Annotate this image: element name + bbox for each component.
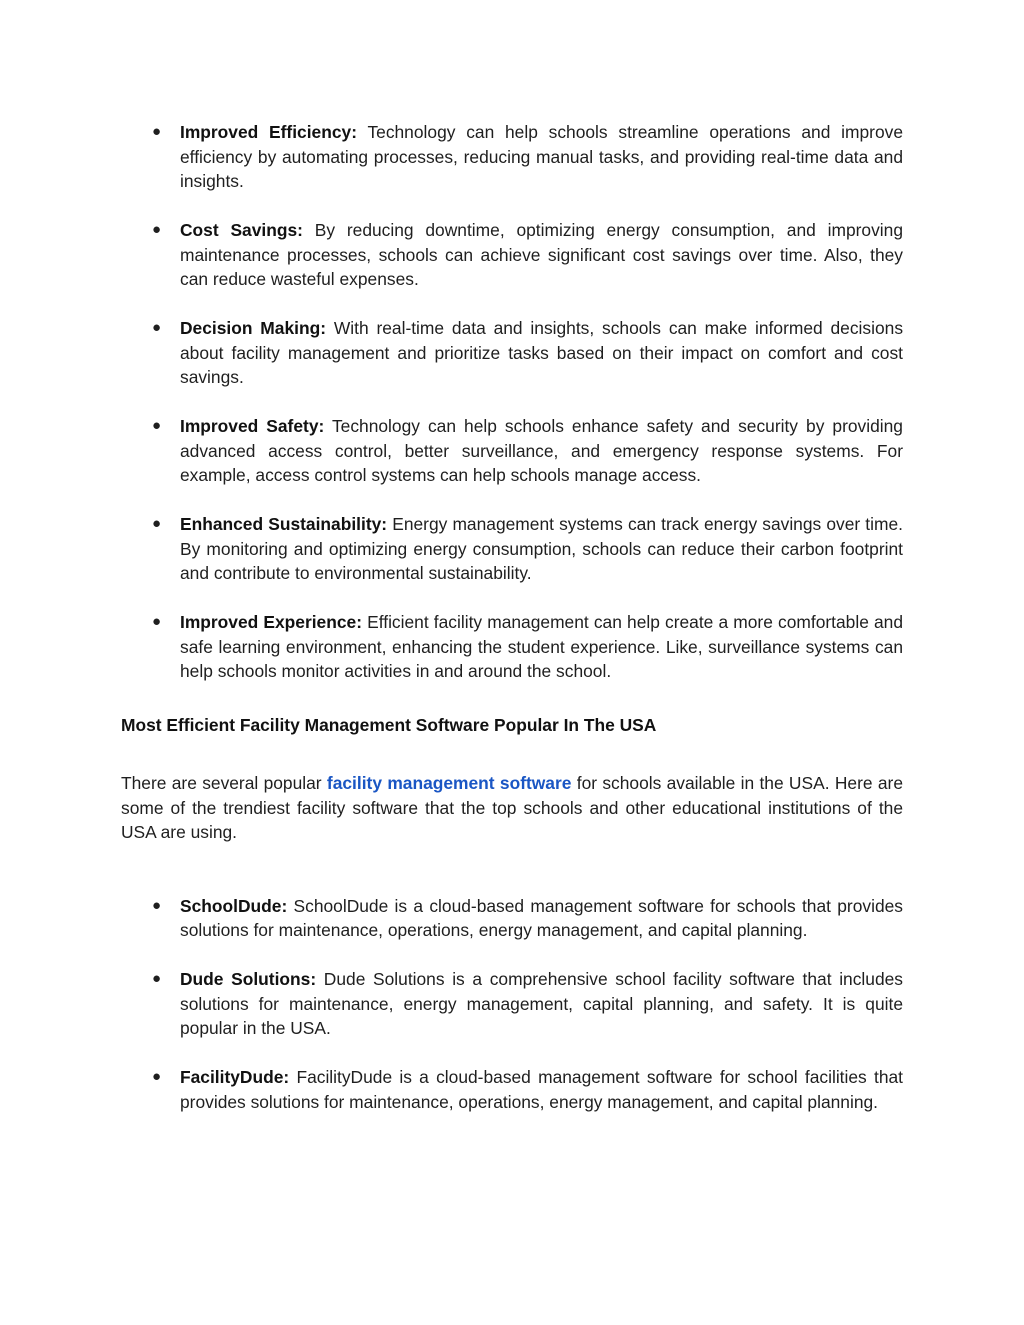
- intro-text-before: There are several popular: [121, 773, 327, 793]
- bullet-icon: ●: [152, 613, 162, 630]
- list-item-text: Technology can help schools streamline operations and improve efficiency by automating processes, reducing manual tasks, and providing real-time data and insights.: [180, 122, 903, 191]
- list-item-text: By reducing downtime, optimizing energy consumption, and improving maintenance processes, schools can achieve significant cost savings over time. Also, they can reduce wasteful expenses.: [180, 220, 903, 289]
- bullet-icon: ●: [152, 417, 162, 434]
- bullet-icon: ●: [152, 896, 162, 914]
- list-item-title: Improved Experience:: [180, 612, 362, 632]
- section-heading: Most Efficient Facility Management Software Popular In The USA: [121, 714, 657, 735]
- list-item-schooldude: [121, 894, 903, 943]
- software-list: [121, 894, 903, 1115]
- bullet-icon: ●: [152, 1068, 162, 1085]
- list-item-title: Improved Safety:: [180, 416, 325, 436]
- list-item-enhanced-sustainability: [121, 512, 903, 586]
- list-item-text: Technology can help schools enhance safety and security by providing advanced access control, better surveillance, and emergency response systems. For example, access control systems can help schools manage access.: [180, 416, 903, 485]
- bullet-icon: ●: [152, 970, 162, 987]
- list-item-text: Energy management systems can track energy savings over time. By monitoring and optimizing energy consumption, schools can reduce their carbon footprint and contribute to environmental sustainability.: [180, 514, 903, 583]
- list-item-improved-experience: [121, 610, 903, 684]
- list-item-decision-making: [121, 316, 903, 390]
- intro-text-after: for schools available in the USA. Here are some of the trendiest facility software that the top schools and other educational institutions of the USA are using.: [121, 773, 903, 842]
- benefits-list: [121, 120, 903, 684]
- list-item-text: With real-time data and insights, schools can make informed decisions about facility management and prioritize tasks based on their impact on comfort and cost savings.: [180, 318, 904, 387]
- list-item-facilitydude: [121, 1065, 903, 1114]
- list-item-title: FacilityDude:: [180, 1067, 290, 1087]
- list-item-title: Decision Making:: [180, 318, 327, 338]
- list-item-cost-savings: [121, 218, 903, 292]
- list-item-text: FacilityDude is a cloud-based management software for school facilities that provides solutions for maintenance, operations, energy management, and capital planning.: [180, 1067, 903, 1112]
- list-item-improved-efficiency: [121, 120, 903, 194]
- bullet-icon: ●: [152, 221, 162, 238]
- list-item-text: Efficient facility management can help create a more comfortable and safe learning environment, enhancing the student experience. Like, surveillance systems can help schools monitor activities in and around the school.: [180, 612, 904, 681]
- list-item-title: Enhanced Sustainability:: [180, 514, 388, 534]
- list-item-text: SchoolDude is a cloud-based management software for schools that provides solutions for maintenance, operations, energy management, and capital planning.: [180, 895, 903, 940]
- bullet-icon: ●: [152, 319, 162, 336]
- bullet-icon: ●: [152, 515, 162, 532]
- facility-management-software-link[interactable]: facility management software: [326, 773, 572, 793]
- list-item-title: SchoolDude:: [180, 895, 288, 916]
- list-item-title: Cost Savings:: [180, 220, 303, 240]
- list-item-dude-solutions: [121, 967, 903, 1041]
- list-item-title: Improved Efficiency:: [180, 122, 357, 142]
- list-item-title: Dude Solutions:: [180, 969, 317, 989]
- intro-paragraph: [121, 771, 903, 845]
- list-item-text: Dude Solutions is a comprehensive school facility software that includes solutions for maintenance, energy management, capital planning, and safety. It is quite popular in the USA.: [180, 969, 903, 1038]
- document-content: [121, 120, 903, 1139]
- bullet-icon: ●: [152, 123, 162, 140]
- list-item-improved-safety: [121, 414, 903, 488]
